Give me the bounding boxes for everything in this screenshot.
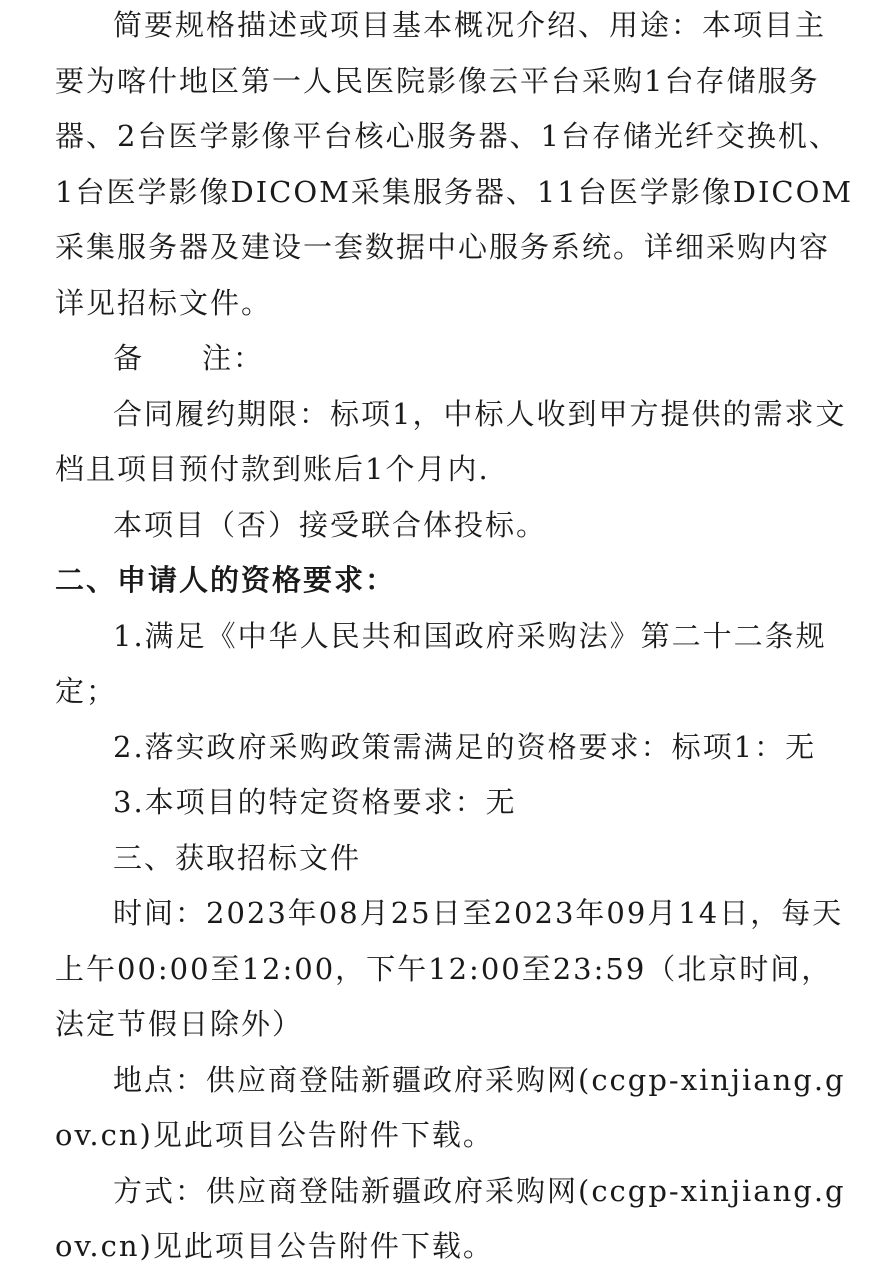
remarks-label-left: 备 [113,341,145,375]
obtain-method: 方式：供应商登陆新疆政府采购网(ccgp-xinjiang.gov.cn)见此项目公告附件下载。 [55,1173,846,1263]
qualification-item-1: 1.满足《中华人民共和国政府采购法》第二十二条规定； [55,618,827,708]
qualification-item-3: 3.本项目的特定资格要求：无 [113,785,517,819]
project-overview: 简要规格描述或项目基本概况介绍、用途：本项目主要为喀什地区第一人民医院影像云平台采购1台存储服务器、2台医学影像平台核心服务器、1台存储光纤交换机、1台医学影像DICOM采集服务器、11台医学影像DICOM采集服务器及建设一套数据中心服务系统。详细采购内容详见招标文件。 [55,8,854,320]
remarks-label-right: 注： [202,341,265,375]
contract-period: 合同履约期限：标项1，中标人收到甲方提供的需求文档且项目预付款到账后1个月内. [55,396,847,486]
consortium-note: 本项目（否）接受联合体投标。 [113,507,548,542]
remarks-label [55,331,856,387]
qualifications-heading: 二、申请人的资格要求： [55,563,397,597]
obtain-heading: 三、获取招标文件 [113,840,362,875]
obtain-time: 时间：2023年08月25日至2023年09月14日，每天上午00:00至12:00，下午12:00至23:59（北京时间，法定节假日除外） [55,896,844,1041]
obtain-place: 地点：供应商登陆新疆政府采购网(ccgp-xinjiang.gov.cn)见此项目公告附件下载。 [55,1062,846,1152]
qualification-item-2: 2.落实政府采购政策需满足的资格要求：标项1：无 [113,729,817,764]
